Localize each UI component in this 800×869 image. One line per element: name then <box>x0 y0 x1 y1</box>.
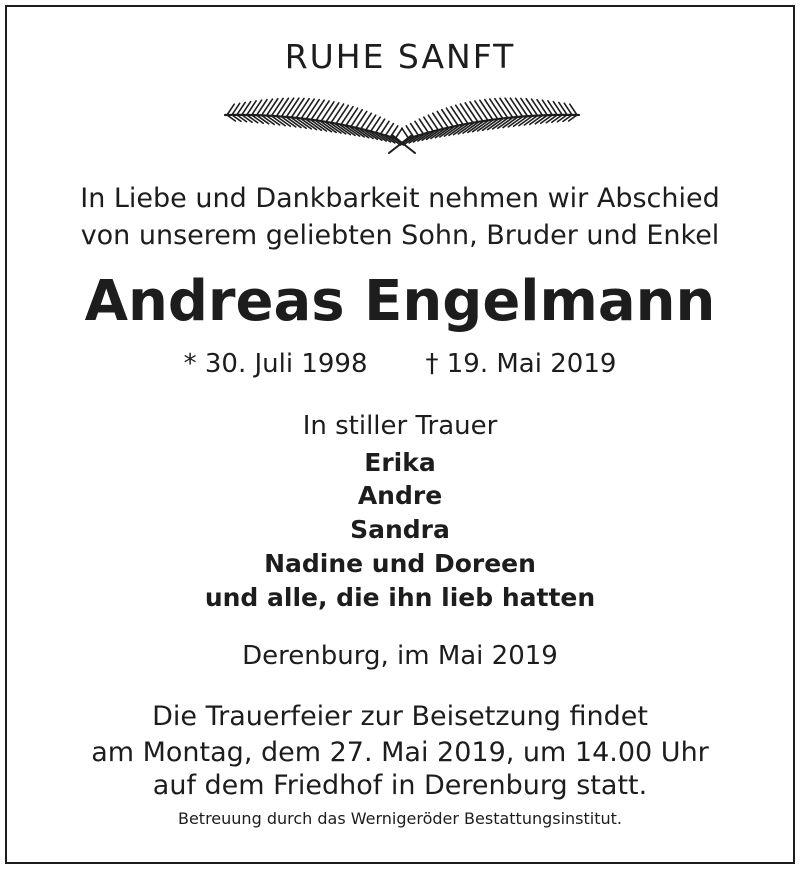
funeral-info-line-1: Die Trauerfeier zur Beisetzung findet <box>152 701 648 732</box>
mourner-name: Erika <box>364 448 436 477</box>
palm-branches-icon <box>217 95 587 157</box>
life-dates <box>7 349 793 379</box>
mourner-name: und alle, die ihn lieb hatten <box>204 583 596 612</box>
mourner-name: Andre <box>357 481 443 510</box>
funeral-info-line-3: auf dem Friedhof in Derenburg statt. <box>152 770 648 801</box>
intro-line-1: In Liebe und Dankbarkeit nehmen wir Abschied <box>80 183 720 214</box>
funeral-home-credit: Betreuung durch das Wernigeröder Bestattungsinstitut. <box>177 809 622 828</box>
deceased-name: Andreas Engelmann <box>84 269 716 334</box>
intro-line-2: von unserem geliebten Sohn, Bruder und Enkel <box>80 220 720 251</box>
mourning-heading: In stiller Trauer <box>302 411 498 441</box>
obituary-notice <box>5 5 795 864</box>
notice-header: RUHE SANFT <box>284 37 516 76</box>
mourner-name: Nadine und Doreen <box>264 549 536 578</box>
mourner-name: Sandra <box>350 515 450 544</box>
birth-date: * 30. Juli 1998 <box>183 349 368 379</box>
funeral-info-line-2: am Montag, dem 27. Mai 2019, um 14.00 Uhr <box>91 737 709 768</box>
place-date: Derenburg, im Mai 2019 <box>242 641 558 671</box>
death-date: † 19. Mai 2019 <box>425 349 617 379</box>
